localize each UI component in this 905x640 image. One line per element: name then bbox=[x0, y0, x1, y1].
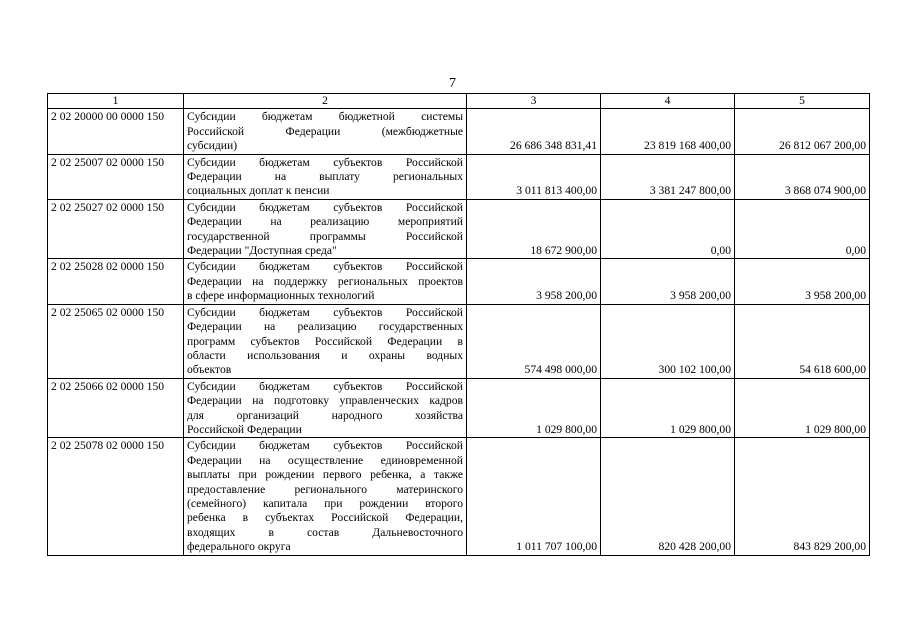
header-row bbox=[48, 94, 870, 109]
amount-year-2: 820 428 200,00 bbox=[601, 438, 735, 555]
table-row bbox=[48, 154, 870, 199]
amount-year-2: 3 381 247 800,00 bbox=[601, 154, 735, 199]
budget-code: 2 02 25078 02 0000 150 bbox=[48, 438, 184, 555]
amount-year-3: 843 829 200,00 bbox=[735, 438, 870, 555]
description-line: (семейного) капитала при рождении второго bbox=[187, 496, 463, 510]
table-row bbox=[48, 304, 870, 378]
amount-year-2: 300 102 100,00 bbox=[601, 304, 735, 378]
amount-year-3: 3 868 074 900,00 bbox=[735, 154, 870, 199]
description-line: субсидии) bbox=[187, 139, 238, 153]
table-row bbox=[48, 438, 870, 555]
amount-year-1: 1 029 800,00 bbox=[467, 378, 601, 438]
description-line: выплаты при рождении первого ребенка, а также bbox=[187, 468, 463, 482]
income-description bbox=[184, 109, 467, 154]
description-line: объектов bbox=[187, 363, 232, 377]
income-description bbox=[184, 259, 467, 304]
column-header-5: 5 bbox=[735, 94, 870, 109]
table-row bbox=[48, 378, 870, 438]
description-line: Российской Федерации (межбюджетные bbox=[187, 124, 463, 138]
column-header-2: 2 bbox=[184, 94, 467, 109]
income-description bbox=[184, 199, 467, 259]
description-line: Субсидии бюджетам субъектов Российской bbox=[187, 379, 463, 393]
description-line: Субсидии бюджетам субъектов Российской bbox=[187, 439, 463, 453]
budget-code: 2 02 25007 02 0000 150 bbox=[48, 154, 184, 199]
description-line: Федерации на реализацию мероприятий bbox=[187, 215, 463, 229]
description-line: программ субъектов Российской Федерации в bbox=[187, 334, 463, 348]
amount-year-1: 574 498 000,00 bbox=[467, 304, 601, 378]
amount-year-1: 1 011 707 100,00 bbox=[467, 438, 601, 555]
amount-year-2: 3 958 200,00 bbox=[601, 259, 735, 304]
description-line: Субсидии бюджетам субъектов Российской bbox=[187, 260, 463, 274]
income-description bbox=[184, 438, 467, 555]
column-header-1: 1 bbox=[48, 94, 184, 109]
amount-year-3: 54 618 600,00 bbox=[735, 304, 870, 378]
table-row bbox=[48, 109, 870, 154]
amount-year-3: 0,00 bbox=[735, 199, 870, 259]
budget-code: 2 02 25065 02 0000 150 bbox=[48, 304, 184, 378]
income-description bbox=[184, 154, 467, 199]
income-description bbox=[184, 378, 467, 438]
budget-table bbox=[47, 93, 870, 556]
budget-code: 2 02 25028 02 0000 150 bbox=[48, 259, 184, 304]
budget-code: 2 02 25027 02 0000 150 bbox=[48, 199, 184, 259]
description-line: для организаций народного хозяйства bbox=[187, 408, 463, 422]
description-line: Субсидии бюджетам субъектов Российской bbox=[187, 200, 463, 214]
budget-code: 2 02 25066 02 0000 150 bbox=[48, 378, 184, 438]
amount-year-1: 3 958 200,00 bbox=[467, 259, 601, 304]
table-row bbox=[48, 199, 870, 259]
income-description bbox=[184, 304, 467, 378]
description-line: Российской Федерации bbox=[187, 422, 302, 436]
amount-year-1: 18 672 900,00 bbox=[467, 199, 601, 259]
column-header-3: 3 bbox=[467, 94, 601, 109]
description-line: Федерации "Доступная среда" bbox=[187, 244, 337, 258]
description-line: области использования и охраны водных bbox=[187, 348, 463, 362]
description-line: ребенка в субъектах Российской Федерации, bbox=[187, 511, 463, 525]
description-line: федерального округа bbox=[187, 540, 291, 554]
description-line: входящих в состав Дальневосточного bbox=[187, 525, 463, 539]
amount-year-2: 0,00 bbox=[601, 199, 735, 259]
amount-year-3: 3 958 200,00 bbox=[735, 259, 870, 304]
amount-year-3: 26 812 067 200,00 bbox=[735, 109, 870, 154]
description-line: Федерации на осуществление единовременной bbox=[187, 453, 463, 467]
description-line: в сфере информационных технологий bbox=[187, 289, 375, 303]
description-line: Федерации на поддержку региональных проектов bbox=[187, 274, 463, 288]
description-line: Федерации на подготовку управленческих кадров bbox=[187, 394, 463, 408]
page-number: 7 bbox=[449, 76, 456, 91]
description-line: Субсидии бюджетам бюджетной системы bbox=[187, 110, 463, 124]
description-line: Субсидии бюджетам субъектов Российской bbox=[187, 155, 463, 169]
table-row bbox=[48, 259, 870, 304]
budget-code: 2 02 20000 00 0000 150 bbox=[48, 109, 184, 154]
description-line: социальных доплат к пенсии bbox=[187, 184, 330, 198]
description-line: государственной программы Российской bbox=[187, 229, 463, 243]
amount-year-1: 3 011 813 400,00 bbox=[467, 154, 601, 199]
amount-year-2: 23 819 168 400,00 bbox=[601, 109, 735, 154]
description-line: Субсидии бюджетам субъектов Российской bbox=[187, 305, 463, 319]
description-line: Федерации на выплату региональных bbox=[187, 170, 463, 184]
column-header-4: 4 bbox=[601, 94, 735, 109]
description-line: Федерации на реализацию государственных bbox=[187, 320, 463, 334]
amount-year-1: 26 686 348 831,41 bbox=[467, 109, 601, 154]
description-line: предоставление регионального материнского bbox=[187, 482, 463, 496]
amount-year-2: 1 029 800,00 bbox=[601, 378, 735, 438]
amount-year-3: 1 029 800,00 bbox=[735, 378, 870, 438]
